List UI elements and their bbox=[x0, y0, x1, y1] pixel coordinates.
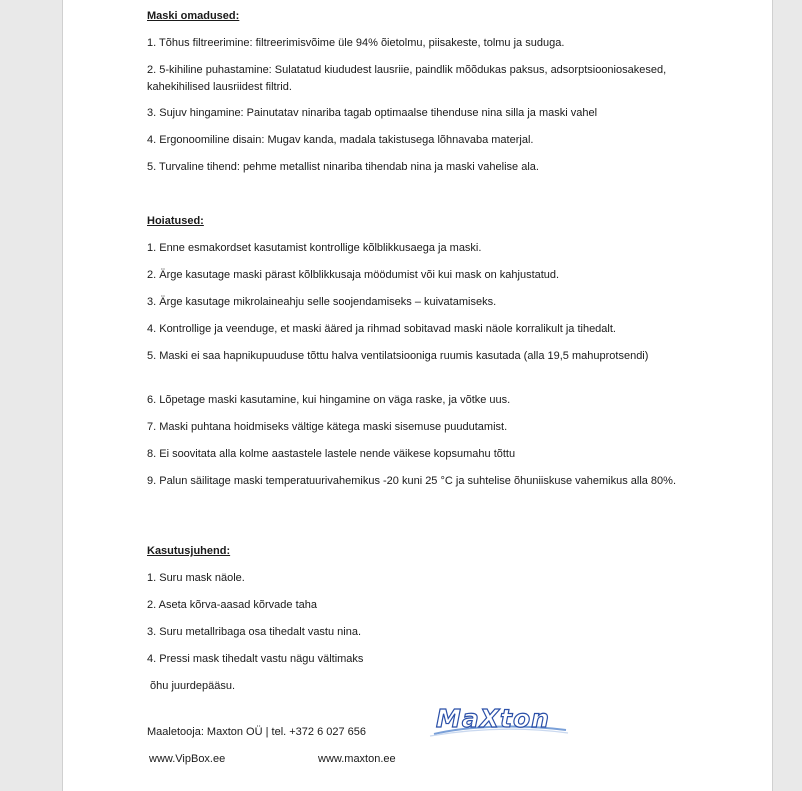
section-heading-warnings: Hoiatused: bbox=[147, 215, 204, 227]
section-heading-instructions: Kasutusjuhend: bbox=[147, 545, 231, 557]
list-item: 8. Ei soovitata alla kolme aastastele lastele nende väikese kopsumahu tõttu bbox=[147, 448, 516, 460]
list-item: 3. Ärge kasutage mikrolaineahju selle soojendamiseks – kuivatamiseks. bbox=[147, 296, 497, 308]
list-item: 2. Ärge kasutage maski pärast kõlblikkusaja möödumist või kui mask on kahjustatud. bbox=[147, 269, 560, 281]
list-item: 4. Ergonoomiline disain: Mugav kanda, madala takistusega lõhnavaba materjal. bbox=[147, 134, 534, 146]
section-heading-properties: Maski omadused: bbox=[147, 10, 240, 22]
list-item: 5. Turvaline tihend: pehme metallist ninariba tihendab nina ja maski vahelise ala. bbox=[147, 161, 539, 173]
list-item: 3. Suru metallribaga osa tihedalt vastu nina. bbox=[147, 626, 362, 638]
maxton-logo-graphic bbox=[428, 700, 570, 740]
list-item: õhu juurdepääsu. bbox=[147, 680, 236, 692]
list-item: 1. Suru mask näole. bbox=[147, 572, 245, 584]
list-item: 7. Maski puhtana hoidmiseks vältige kätega maski sisemuse puudutamist. bbox=[147, 421, 508, 433]
list-item: 9. Palun säilitage maski temperatuurivahemikus -20 kuni 25 °C ja suhtelise õhuniiskuse vahemikus alla 80%. bbox=[147, 475, 677, 487]
list-item: 4. Pressi mask tihedalt vastu nägu vältimaks bbox=[147, 653, 364, 665]
list-item: 1. Tõhus filtreerimine: filtreerimisvõime üle 94% õietolmu, piisakeste, tolmu ja suduga. bbox=[147, 37, 565, 49]
list-item: 3. Sujuv hingamine: Painutatav ninariba tagab optimaalse tihenduse nina silla ja maski vahel bbox=[147, 107, 598, 119]
maxton-logo bbox=[428, 700, 570, 745]
list-item: 6. Lõpetage maski kasutamine, kui hingamine on väga raske, ja võtke uus. bbox=[147, 394, 511, 406]
maxton-link[interactable]: www.maxton.ee bbox=[318, 753, 396, 765]
list-item: 2. 5-kihiline puhastamine: Sulatatud kiududest lausriie, paindlik mõõdukas paksus, adsorptsiooniosakesed, kahekihilised lausriidest filtrid. bbox=[147, 64, 667, 93]
list-item: 4. Kontrollige ja veenduge, et maski ääred ja rihmad sobitavad maski näole korralikult ja tihedalt. bbox=[147, 323, 616, 335]
vipbox-link[interactable]: www.VipBox.ee bbox=[149, 753, 226, 765]
list-item: 2. Aseta kõrva-aasad kõrvade taha bbox=[147, 599, 317, 611]
supplier-info: Maaletooja: Maxton OÜ | tel. +372 6 027 656 bbox=[147, 726, 367, 738]
svg-text:MaXton: MaXton bbox=[436, 704, 550, 733]
list-item: 5. Maski ei saa hapnikupuuduse tõttu halva ventilatsiooniga ruumis kasutada (alla 19,5 mahuprotsendi) bbox=[147, 350, 649, 362]
list-item: 1. Enne esmakordset kasutamist kontrollige kõlblikkusaega ja maski. bbox=[147, 242, 482, 254]
document-page bbox=[62, 0, 773, 791]
